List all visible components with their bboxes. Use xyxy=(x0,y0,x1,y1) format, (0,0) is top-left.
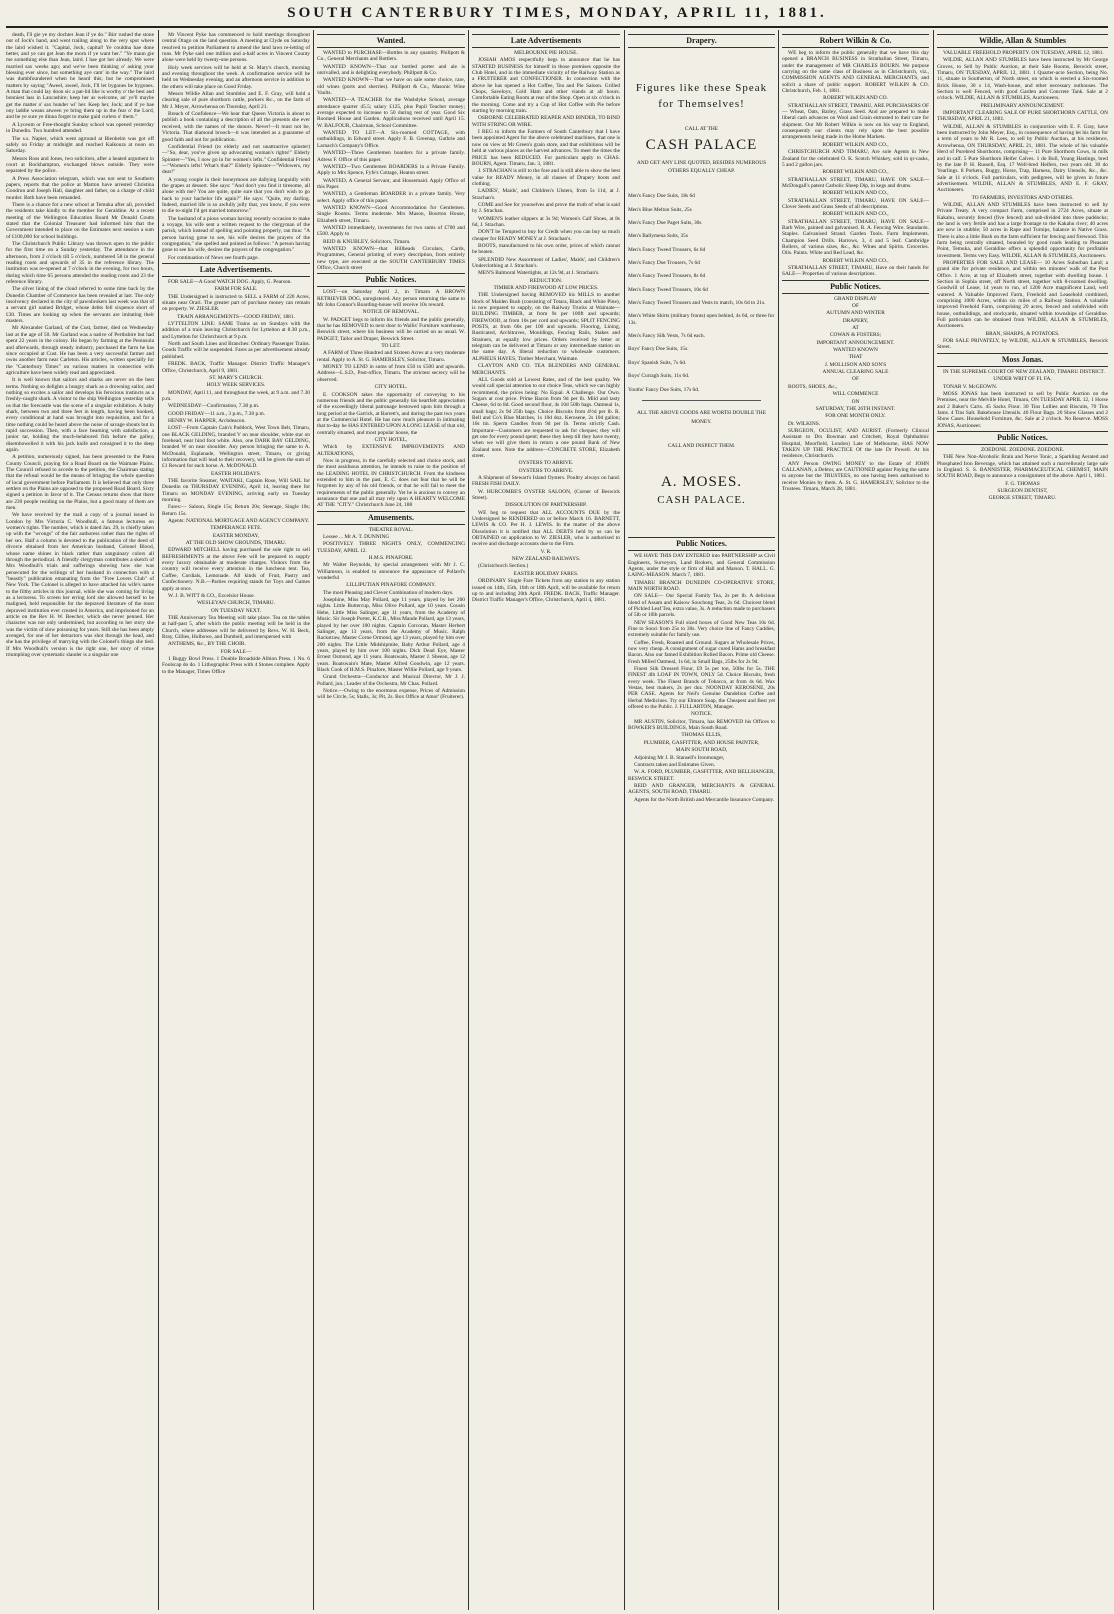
notice-title: SURGEON DENTIST, xyxy=(997,487,1048,494)
article-paragraph: COME and See for yourselves and prove the truth of what is said by J. Strachan. xyxy=(472,201,620,215)
article-paragraph: W. HURCOMBE'S OYSTER SALOON, (Corner of Beswick Street). xyxy=(472,488,620,502)
notice-title: ROBERT WILKIN AND CO., xyxy=(822,141,889,148)
article-paragraph: POSITIVELY THREE NIGHTS ONLY, COMMENCING TUESDAY, APRIL 12. xyxy=(317,541,465,554)
article-paragraph: MONEY TO LEND in sums of from £50 to £500 and upwards. Address—L.S.D., Post-office, Timaru. The strictest secrecy will be observed. xyxy=(317,364,465,383)
section-heading: Moss Jonas. xyxy=(937,353,1108,367)
article-paragraph: Holy week services will be held at St. Mary's church, morning and evening throughout the week. A confirmation service will be held on Wednesday evening, and an afternoon service in addition to the others will take place on Good Friday. xyxy=(162,64,310,90)
notice-title: UNDER WRIT OF FI. FA. xyxy=(993,376,1052,383)
article-paragraph: The s.s. Napier, which went aground at Blenheim was got off safely on Friday at midnight and reached Kaikoura at noon on Saturday. xyxy=(6,135,154,155)
notice-title: FOR ONE MONTH ONLY. xyxy=(825,413,886,420)
notice-paragraph: REID AND GRANGER, MERCHANTS & GENERAL AGENTS, SOUTH ROAD, TIMARU. xyxy=(628,782,775,796)
article-paragraph: WANTED KNOWN—That our bottled porter and ale is unrivalled, and is delighting everybody. Phillpott & Co. xyxy=(317,63,465,77)
price-item: Men's Fancy Doe Trousers, 7s 6d xyxy=(628,260,700,267)
article-paragraph: MONDAY, April 11, and throughout the week, at 9 a.m. and 7.30 p.m. xyxy=(162,389,310,402)
article-paragraph: IN THE SUPREME COURT OF NEW ZEALAND, TIMARU DISTRICT. xyxy=(943,368,1105,375)
price-item: Men's Fancy Tweed Trousers, 8s 6d xyxy=(628,273,706,280)
article-paragraph: WANTED KNOWN—That we have on sale some choice, rare, old wines (ports and sherries). Phillpott & Co., Masonic Wine Vaults. xyxy=(317,77,465,97)
notice-title: AT xyxy=(852,325,859,332)
masthead: SOUTH CANTERBURY TIMES, MONDAY, APRIL 11, 1881. xyxy=(287,5,827,21)
notice-title: TO FARMERS, INVESTORS AND OTHERS. xyxy=(971,194,1074,201)
article-paragraph: STRATHALLAN STREET, TIMARU, HAVE ON SALE— McDougall's patent Carbolic Sheep Dip, in kegs and drums. xyxy=(782,176,929,189)
article-paragraph: FREDK. BACK, Traffic Manager. District Traffic Manager's Office, Christchurch, April 9, 1881. xyxy=(162,361,310,374)
notice-title: AUTUMN AND WINTER xyxy=(826,310,885,317)
article-paragraph: THE favorite Steamer, WAITAKI, Captain Rose, Will SAIL for Dunedin on THURSDAY EVENING, April 14, leaving there for Timaru on MONDAY EVENING, arriving early on Tuesday morning. xyxy=(162,478,310,504)
get-line-quoted: AND GET ANY LINE QUOTED, BESIDES NUMEROUS OTHERS EQUALLY CHEAP. xyxy=(636,160,767,175)
notice-paragraph: Finest Silk Dressed Flour, £9 5s per ton, 50lbs for 5s. THE FINEST 4lb LOAF IN TOWN, ONLY 5d. Choice Biscuits, fresh every week. The Finest Brands of Tobacco, at from 4s 6d. Wax Vestas, best makers, 2s per doz. NOONDAY KEROSENE, 20s PER CASE. Agents for Neil's Genuine Dandelion Coffee and Herbal Medicines. Try our Elmore Soap, the Cheapest and Best yet offered to the Public. J. FULLARTON, Manager. xyxy=(628,666,775,711)
section-heading: Public Notices. xyxy=(782,280,929,294)
section-heading: Late Advertisements. xyxy=(162,263,310,277)
notice-title: OF xyxy=(852,303,859,310)
article-paragraph: Breach of Confidence—We hear that Queen Victoria is about to publish a book containing a description of all the presents she ever received, with the names of the donors. Never!—It must not be, Victoria. That diamond brooch—it was intended as a guarantee of good faith and not for publication. xyxy=(162,111,310,143)
notice-title: OYSTERS TO ARRIVE. xyxy=(518,467,574,474)
article-paragraph: Fares:— Saloon, Single 15s; Return 20s; Steerage, Single 10s; Return 15s. xyxy=(162,504,310,517)
column-divider xyxy=(158,30,159,1610)
notice-paragraph: PLUMBER, GASFITTER, AND HOUSE PAINTER, xyxy=(643,739,760,746)
price-item: Men's Blue Melton Suits, 25s xyxy=(628,206,692,213)
notice-title: DRAPERY, xyxy=(842,317,869,324)
notice-title: FOR SALE— xyxy=(220,648,252,655)
notice-title: DISSOLUTION OF PARTNERSHIP. xyxy=(505,502,587,509)
notice-title: THAT xyxy=(848,354,863,361)
price-item: Boys' Spanish Suits, 7s 6d. xyxy=(628,359,687,366)
column-robert-wilkin xyxy=(782,32,929,1608)
section-heading: Late Advertisements xyxy=(472,34,620,48)
public-notices-list xyxy=(628,553,775,803)
article-paragraph: WEDNESDAY—Confirmation, 7.30 p.m. xyxy=(168,403,260,410)
article-paragraph: WANTED, a Gentleman BOARDER in a private family. Very select. Apply office of this paper. xyxy=(317,191,465,204)
notice-title: HOLY WEEK SERVICES. xyxy=(206,382,266,389)
article-paragraph: CLAYTON AND CO. TEA BLENDERS AND GENERAL MERCHANTS. xyxy=(472,363,620,376)
notice-title: ROBERT WILKIN AND CO., xyxy=(822,211,889,218)
price-item: Youths' Fancy Doe Suits, 17s 6d. xyxy=(628,386,700,393)
notice-title: ROBERT WILKIN AND CO., xyxy=(822,257,889,264)
price-item: Men's Ballymena Suits, 35s xyxy=(628,233,688,240)
article-paragraph: Mr Alexander Garland, of the Cust, farmer, died on Wednesday last at the age of 50. Mr Garland was a native of Perthshire but had spent 22 years in the colony. Ho began by farming at the Peninsula and afterwards, through steady industry, purchased the farm he has since occupied at Cust. He has been a very successful farmer and owns another farm near Carleton. His articles, written specially for the "Canterbury Times" on various matters in connection with agriculture have been widely read and appreciated. xyxy=(6,325,154,376)
column-news-1 xyxy=(6,32,154,1608)
article-paragraph: WANTED—Two Gentlemen BOARDERS in a Private Family. Apply to Mrs Spence, Fyfe's Cottage, Heaton street. xyxy=(317,163,465,177)
notice-title: THEATRE ROYAL. xyxy=(368,526,414,533)
article-paragraph: The Christchurch Public Library was thrown open to the public for the first time on a Sunday yesterday. The attendance in the afternoon, from 2 o'clock till 5 o'clock, numbered 58 in the general reading room and upwards of 35 in the reference library. The institution was re-opened at 7 o'clock in the evening, for two hours, during which time 65 persons attended the reading room and 23 the reference library. xyxy=(6,241,154,286)
inspect-note: CALL AND INSPECT THEM. xyxy=(667,442,736,449)
article-paragraph: THE Anniversary Tea Meeting will take place. Tea on the tables at half-past 5, after which the public meeting will be held in the Church, where addresses will be delivered by Revs. W. H. Beck, Bray, Gillies, Hulbowe, and Dumbell, and interspersed with xyxy=(162,614,310,640)
article-paragraph: JOSIAH AMOS respectfully begs to announce that he has STARTED BUSINESS for himself in those premises opposite the Club Hotel, and in the immediate vicinity of the Railway Station as a FRUITERER and CONFECTIONER. In connection with the above he has opened a Hot Coffee, Tea and Pie Saloon. Grilled Chops, Saveloys, Cold Ham and other viands at all hours. Comfortable Eating Room at rear of the Shop. Open at six o'clock in the morning. Come and try a Cup of Hot Coffee with Pie before starting by morning train. xyxy=(472,57,620,115)
article-paragraph: OSBORNE CELEBRATED REAPER AND BINDER, TO BIND WITH STRING OR WIRE. xyxy=(472,115,620,128)
article-paragraph: There is a chance for a new school at Temuka after all, provided the residents take kindly to the member for Geraldine. At a recent meeting of the Wellington Education Board Mr Donald Coutts stated that the Colonial Treasurer had informed him that the Government intended to place on the Estimates next session a sum of £100,000 for school buildings. xyxy=(6,201,154,240)
article-paragraph: WILDIE, ALLAN & STUMBLES in conjunction with E. F. Gray, have been instructed by John Meyer, Esq., in consequence of having let his farm for a term of years to Mr R. Lees, to sell by Public Auction, at his residence, Arrowhenua, ON THURSDAY, APRIL 21, 1881. The whole of his valuable Herd of Purebred Shorthorns, comprising— 11 Pure Shorthorn Cows, in milk and in calf. 5 Pure Shorthorn Heifer Calves. 1 do Bull, Young Hastings, bred by the late P. H. Russell, Esq. 17 Well-bred Heifers, two years old. 30 do Yearlings. 8 Porkers, Buggy, Horse, Trap, Harness, Dairy Utensils, &c., &c. Sale at 11 o'clock. Full particulars, with pedigrees, will be given in future advertisement. WILDIE, ALLAN & STUMBLES, AND E. F. GRAY, Auctioneers. xyxy=(937,123,1108,194)
notice-title: J. MOLLISON AND SON'S xyxy=(824,361,887,368)
price-list xyxy=(628,193,775,393)
column-news-2 xyxy=(162,32,310,1608)
notice-title: TRAIN ARRANGEMENTS—GOOD FRIDAY, 1881. xyxy=(177,313,295,320)
cash-palace-title: CASH PALACE xyxy=(645,137,758,154)
article-paragraph: LYTTELTON LINE: SAME Trains as on Sundays with the addition of a train leaving Christchurch for Lyttelton at 8.30 p.m., and Lyttelton for Christchurch at 9 p.m. xyxy=(162,321,310,340)
notice-paragraph: Contracts taken and Estimates Given. xyxy=(634,761,715,768)
section-heading: Amusements. xyxy=(317,511,465,525)
notice-title: OF xyxy=(852,376,859,383)
article-paragraph: ANTHEMS, &c., BY THE CHOIR. xyxy=(168,641,246,648)
column-late-advertisements xyxy=(472,32,620,1608)
notice-paragraph: NOTICE. xyxy=(690,711,713,718)
notice-title: NEW ZEALAND RAILWAYS. xyxy=(511,556,581,563)
article-paragraph: DON'T be Tempted to buy for Credit when you can buy so much cheaper for READY MONEY at J. Strachan's. xyxy=(472,229,620,242)
article-paragraph: For continuation of News see fourth page. xyxy=(168,254,259,261)
notice-title: ROBERT WILKIN AND CO., xyxy=(822,169,889,176)
section-heading-public-notices: Public Notices. xyxy=(628,537,775,551)
article-paragraph: ALL Goods sold at Lowest Rates, and of the best quality. We would call special attention to our choice Teas, which we can highly recommend, the prices being: No Equal. A Challenge. Our Own. Sugars at cost price. Prime Bacon from 9d per lb. Mild and tasty Cheese, 6d to 8d. Good second flour, 4s 10d 50lb bags. Oatmeal 1s, small bags; 2s 9d 25lb bags. Choice Biscuits from 4½d per lb. R. Bell and Co's Blue Matches, 1s 10d doz. Kerosene, 2s 10d gallon; 10s tin. Sperm Candles from 9d per lb. Terms strictly Cash. Important—Customers are requested to ask for cheques; they will get one for every pound spent; these they keep till they have twenty, when we will give them in return a one pound Bank of New Zealand note. Note the address—CONCRETE STORE, Elizabeth street. xyxy=(472,376,620,459)
notice-title: REDUCTION. xyxy=(529,277,563,284)
column-divider xyxy=(778,30,779,1610)
article-paragraph: Mr Walter Reynolds, by special arrangement with Mr J. C. Williamson, is enabled to announce the appearance of Pollard's wonderful xyxy=(317,562,465,582)
article-paragraph: A Press Association telegram, which was not sent to Southern papers, reports that the police at Marton have arrested Christina Goodrun and Joseph Hall, daughter and father, on a charge of child murder. Both have been remanded. xyxy=(6,175,154,201)
notice-title: ON xyxy=(851,398,860,405)
column-divider xyxy=(468,30,469,1610)
notice-title: AT THE OLD SHOW GROUNDS, TIMARU. xyxy=(185,540,287,547)
article-paragraph: A young couple in their honeymoon are dallying languidly with the grapes at dessert. She says: "And don't you find it tiresome, all alone with me? You are quite, quite sure that you don't wish to go back to your bachelor life again?" He says: "Quite, my darling. Indeed, married life is so awfully jolly that, you know, if you were to die to-night I'd get married tomorrow." xyxy=(162,176,310,215)
article-paragraph: STRATHALLAN STREET, TIMARU, Have on their hands for SALE— Properties of various descriptions. xyxy=(782,265,929,278)
notice-title: EASTER HOLIDAY FARES. xyxy=(513,570,579,577)
article-paragraph: 1 Buggy Bowl Press. 1 Double Broadside Albion Press. 1 No. 6 Foolscap do do. 1 Lithographic Press with 4 Stones complete. Apply to the Manager, Times Office xyxy=(162,655,310,675)
notice-title: EASTER HOLIDAYS. xyxy=(210,470,262,477)
section-heading: Wanted. xyxy=(317,34,465,48)
article-paragraph: MEN'S Balmoral Watertights, at 12s 9d, at J. Strachan's. xyxy=(478,270,600,277)
notice-paragraph: TIMARU BRANCH DUNEDIN CO-OPERATIVE STORE, MAIN NORTH ROAD. xyxy=(628,579,775,592)
article-paragraph: LOST—on Saturday April 2, in Timaru A BROWN RETRIEVER DOG, unregistered. Any person returning the same to Mr John Connor's Boarding-house will receive 10s reward. xyxy=(317,289,465,309)
article-paragraph: A Shipment of Stewart's Island Oysters. Poultry always on hand. FRESH FISH DAILY. xyxy=(472,475,620,488)
price-item: Men's Fancy Tweed Trousers, 10s 6d xyxy=(628,286,708,293)
masthead-rule xyxy=(6,26,1108,28)
notice-paragraph: W. A. FORD, PLUMBER, GASFITTER, AND BELLHANGER, BESWICK STREET. xyxy=(628,769,775,782)
article-paragraph: EDWARD MITCHELL having purchased the sole right to sell REFRESHMENTS at the above Fete will be prepared to supply every luxury obtainable at moderate charges. Visitors from the country will receive every attention in the luncheon tent. Tea, Coffee, Cordials, Lemonade. All kinds of Fruit, Pastry and Confectionery. N.B.—Parties requiring stands for Toys and Games apply at once. xyxy=(162,547,310,592)
notice-paragraph: MAIN SOUTH ROAD, xyxy=(675,747,728,754)
price-item: Men's Fancy Tweed Trousers and Vests to match, 10s 6d to 21s. xyxy=(628,300,766,307)
column-wanted xyxy=(317,32,465,1608)
article-paragraph: STRATHALLAN STREET, TIMARU, ARE PURCHASERS OF— Wheat, Oats, Barley, Grass Seed. And are prepared to make liberal cash advances on Wool and Grain entrusted to their care for shipment. Our Mr Robert Wilkin is now on his way to England, consequently our clients may rely upon the best possible arrangements being made in the Home Markets. xyxy=(782,102,929,141)
notice-title: TEMPERANCE FETE. xyxy=(210,525,262,532)
price-item: Men's Fancy Tweed Trousers, 6s 6d xyxy=(628,246,706,253)
article-paragraph: ORDINARY Single Fare Tickets from any station to any station issued on 14th, 15th, 16th or 18th April, will be available for return up to and including 20th April. FREDK. BACK, Traffic Manager. District Traffic Manager's Office, Christchurch, April 4, 1881. xyxy=(472,578,620,604)
article-paragraph: HENRY W. HARPER, Archdeacon. xyxy=(168,417,246,424)
notice-title: SATURDAY, THE 26TH INSTANT. xyxy=(815,405,896,412)
notice-title: ON TUESDAY NEXT. xyxy=(210,607,262,614)
article-paragraph: Confidential Friend (to elderly and not unattractive spinster)—"So, dear, you've given up advocating woman's rights!" Elderly Spinster—"Yes, I now go in for women's lefts." Confidential Friend—"Women's lefts! What's that?" Elderly Spinster—"Widowers, my dear!" xyxy=(162,143,310,176)
notice-title: ST. MARY'S CHURCH. xyxy=(209,374,263,381)
article-paragraph: FOR SALE—A Good WATCH DOG. Apply, G. Pearson. xyxy=(168,279,292,286)
notice-title: ANNUAL CLEARING SALE xyxy=(822,369,889,376)
notice-title: H.M.S. PINAFORE. xyxy=(368,555,414,562)
article-paragraph: North and South Lines and Branches: Ordinary Passenger Trains. Goods Traffic will be suspended. Fares as per advertisement already published. xyxy=(162,341,310,360)
worth-double-note: ALL THE ABOVE GOODS ARE WORTH DOUBLE THE MONEY. xyxy=(637,409,766,425)
article-paragraph: BOOTS, SHOES, &c., xyxy=(788,383,838,390)
price-item: Boys' Curragh Suits, 11s 6d. xyxy=(628,373,690,380)
article-paragraph: SURGEON, OCULIST, AND AURIST. (Formerly Clinical Assistant to Drs Bowman and Critchett, Royal Ophthalmic Hospital, Moorfield, London) Late of Melbourne, HAS NOW TAKEN UP THE PRACTICE Of the late Dr Powell. At his residence, Christchurch. xyxy=(782,427,929,460)
notice-title: ROBERT WILKIN AND CO., xyxy=(822,190,889,197)
article-paragraph: WOMEN'S leather slippers at 3s 9d; Women's Calf Shoes, at 8s 6d, J. Strachan. xyxy=(472,215,620,228)
notice-title: CITY HOTEL, xyxy=(374,436,408,443)
article-paragraph: WANTED, A General Servant, and Housemaid. Apply Office of this Paper. xyxy=(317,177,465,190)
article-paragraph: Agents: NATIONAL MORTGAGE AND AGENCY COMPANY. xyxy=(168,518,310,525)
article-paragraph: WANTED—A TEACHER for the Washdyke School, average attendance quarter 45.5; salary £125, plus Pupil Teacher money; average expected to increase to 50 during rest of year. Good Six Roomed House and Garden. Applications received until April 15. W. BALFOUR, Chairman, School Committee. xyxy=(317,97,465,129)
price-item: Boys' Fancy Doe Suits, 15s. xyxy=(628,346,689,353)
article-paragraph: WILDIE, ALLAN AND STUMBLES have been instructed to sell by Private Treaty. A very compact Farm, comprised in 2724 Acres, situate at Kakahu, securely fenced (five fenced) and sub-divided into three paddocks; the land is very fertile and has a large frontage to the Kakahu river; 40 acres are now in stubble; 50 acres in Rape and Turnips, balance in Native Grass. There is also a little Bush on the farm sufficient for fencing and firewood. This farm being centrally situated, bounded by good roads leading to Pleasant Point, Temuka, and Geraldine offers a splendid opportunity for profitable investment. Terms very Easy. WILDIE, ALLAN & STUMBLES, Auctioneers. xyxy=(937,201,1108,259)
article-paragraph: WANTED immediately, investments for two sums of £700 and £500. Apply to xyxy=(317,224,465,238)
article-paragraph: GOOD FRIDAY—11 a.m., 3 p.m., 7.30 p.m. xyxy=(168,410,266,417)
article-paragraph: STRATHALLAN STREET, TIMARU, HAVE ON SALE— Barb Wire, painted and galvanised. B. A. Fencing Wire. Standards. Staples. Galvanised Strand. Garden Tools. Farm Implements. Champion Seed Drills. Harrows, 3, 4 and 5 leaf. Cambridge Rollers, of various sizes, &c., &c. Wines and Spirits. Groceries. Oils. Paints. White and Red Lead, &c. xyxy=(782,218,929,257)
section-heading: Robert Wilkin & Co. xyxy=(782,34,929,48)
article-paragraph: J. STRACHAN is still to the fore and is still able to show the best value for READY Money, in all classes of Drapery boots and clothing. xyxy=(472,168,620,187)
column-wildie-allan-stumbles xyxy=(937,32,1108,1608)
article-paragraph: PROPERTIES FOR SALE AND LEASE— 10 Acres Suburban Land; a grand site for private residence, and within ten minutes' walk of the Post Office. 1 Acre, at top of Elizabeth street, together with dwelling house. 1 Section in Sophia street, off North street, together with 8-roomed dwelling. Goodwill of Lease, 14 years to run, of 1200 Acre magnificent Land, well watered. A Valuable Improved Farm, Freehold and Leasehold combined, comprising 1000 Acres, within six miles of a Railway Station. A valuable improved Freehold Farm, comprising 20 acres, fenced and subdivided with house, outbuildings, and stockyards, situated within townships of Geraldine. Full particulars can be obtained from WILDIE, ALLAN & STUMBLES, Auctioneers. xyxy=(937,260,1108,330)
article-paragraph: THE Undersigned is instructed to SELL a FARM of 220 Acres, situate near Orari. The greater part of purchase money can remain on property. W. ZIESLER. xyxy=(162,293,310,313)
article-paragraph: E. COOKSON takes the opportunity of conveying to his numerous friends and the public generally his heartfelt appreciation of the exceedingly liberal patronage bestowed upon him through a long period at the Garrick, at Barrett's, and during the past two years at the Commercial Hotel. He has now much pleasure in intimating that to-day he HAS ENTERED UPON A LONG LEASE of that old, centrally situated, and most popular house, the xyxy=(317,391,465,436)
article-paragraph: SPLENDID New Assortment of Ladies', Maids', and Children's Underclothing at J. Strachan's. xyxy=(472,256,620,269)
notice-title: NOTICE OF REMOVAL. xyxy=(362,309,420,316)
call-at-label: CALL AT THE xyxy=(684,126,719,132)
column-divider xyxy=(933,30,934,1610)
notice-paragraph: THOMAS ELLIS, xyxy=(681,732,722,739)
notice-paragraph: MR AUSTIN, Solicitor, Timaru, has REMOVED his Offices to BOWKER'S BUILDINGS, Main South Road. xyxy=(628,718,775,732)
notice-paragraph: Coffee, Fresh, Roasted and Ground. Sugars at Wholesale Prices, now very cheap. A consignment of sugar cured Hams and breakfast Bacon. Also our famed Exhibition Rolled Bacon. Prime old Cheese. Fresh Milled Oatmeal, 1s 6d, in Small Bags, 25lbs for 2s 9d. xyxy=(628,639,775,665)
section-heading: Public Notices. xyxy=(937,431,1108,445)
notice-paragraph: WE HAVE THIS DAY ENTERED into PARTNERSHIP as Civil Engineers, Surveyors, Land Brokers, and General Commission Agents, under the style or firm of Hall and Marson. T. HALL. G. LAING-MEASON. March 7, 1881. xyxy=(628,553,775,579)
price-item: Men's Fancy Doe Suits, 18s 6d xyxy=(628,193,695,200)
notice-title: WILL COMMENCE xyxy=(832,391,879,398)
article-paragraph: WILDIE, ALLAN AND STUMBLES have been instructed by Mr George Groves, to Sell by Public Auction, at their Sale Rooms, Beswick street, Timaru, ON TUESDAY, APRIL 12, 1881. 1 Quarter-acre Section, being No. 11, situate in Southerton, of North street, on which is erected a Six-roomed Brick House, 30 x 14, Wash-house, and other necessary outhouses. The Section is well Fenced, with good Garden and Concrete Tank. Sale at 2 o'clock. WILDIE, ALLAN & STUMBLES, Auctioneers. xyxy=(937,57,1108,102)
article-paragraph: The most Pleasing and Clever Combination of modern days. xyxy=(323,589,454,596)
article-paragraph: Messrs Ross and Jones, two solicitors, after a heated argument in court at Rockhampton, exchanged blows outside. They were separated by the police. xyxy=(6,155,154,175)
article-paragraph: Lessee ... Mr A. T. DUNNING xyxy=(323,534,390,541)
article-paragraph: Mr Vincent Pyke has commenced to hold meetings throughout central Otago on the land question. A meeting at Clyde on Saturday resolved to petition Parliament to amend the land laws re-letting of runs. Mr Pyke said one million and a-half acres in Vincent County alone were held by twenty-one persons. xyxy=(162,32,310,64)
article-paragraph: A petition, numerously signed, has been presented to the Patea County Council, praying for a Road Board on the Waimate Plains. The Council refused to accede to the petition, the Chairman stating that the refusal would be the means of bringing the whole question of local government before Parliament. It is believed that only three settlers on the Plains are opposed to the proposed Road Board. Sixty signed a petition in favor of it. The Census returns show that there are 230 people residing on the Plains, but a good many of them are men. xyxy=(6,454,154,512)
article-paragraph: THE Undersigned having REMOVED his MILLS to another block of Maiden Bush (consisting of Totara, Black and White Pine), is now prepared to supply, on the Railway Trucks at Waimate—BUILDING TIMBER, at from 9s per 100ft and upwards; FIREWOOD, at from 10s per cord and upwards; SPLIT FENCING POSTS, at from 60s per 100 and upwards. Flooring, Lining, Rusticated, Architraves, Mouldings, Fencing Rails, Stakes and Strainers, at equally low prices. Orders received by letter or telegram can be delivered at Timaru or any intermediate station on the same day. A liberal reduction to wholesale customers. ALPHEUS HAYES, Timber Merchant, Waimate. xyxy=(472,292,620,362)
article-paragraph: W. J. B. WITT & CO., Excelsior House. xyxy=(168,592,255,599)
article-paragraph: WANTED to PURCHASE—Bottles in any quantity. Phillpott & Co., General Merchants and Bottlers. xyxy=(317,50,465,63)
section-heading: Public Notices. xyxy=(317,273,465,287)
section-heading: Wildie, Allan & Stumbles xyxy=(937,34,1108,48)
article-paragraph: death, I'll gie ye my dochter Jean if ye do." Birr rushed the stone out of Jock's hand, and went trailing along to the very spot where the laird wished it. "Capital, Jock, capital! Ye couldna hae done better, and ye can get Jean the morn if ye want her." "Ye maun gie me something else than Jean, laird. I hae got her already. We were married sax weeks ago; and we've been thinking o' asking your blessing ever since, but something aye cam' in the way." The laird was dumbfoundered when he heard this; but he compromised matters by saying "Aweel, aweel, Jock, I'll let bygones be bygones. A man that could lay doon sic a pat-lid like is worthy o' the best and bonniest lass in Lancashire; keep her as welcome, an' ye'll maybe get the matter o' sax hunder wi' her. Keep her, Jock; and if ye hae ony laddie weans atween ye bring them up in the fear o' the Lord, and be ye sure ye dinna forget to make guid curlers o' them." xyxy=(6,32,154,121)
notice-title: FARM FOR SALE. xyxy=(214,286,258,293)
notice-title: GRAND DISPLAY xyxy=(834,295,877,302)
moses-name: A. MOSES. xyxy=(660,474,743,491)
article-paragraph: REID & KNUBLEY, Solicitors, Timaru. xyxy=(323,238,411,245)
column-divider xyxy=(313,30,314,1610)
article-paragraph: TONAR V. McGEOWN. xyxy=(943,383,998,390)
article-paragraph: I BEG to inform the Farmers of South Canterbury that I have been appointed Agent for the above celebrated machines, that one is now on view at Mr Green's grain store, and that exhibitions will be held at various places as the harvest advances. To meet the times the PRICE has been REDUCED. For particulars apply to CHAS. BOURN, Agent. Timaru, Jan. 3, 1881. xyxy=(472,129,620,167)
column-divider xyxy=(624,30,625,1610)
article-paragraph: CHRISTCHURCH AND TIMARU, Are sole Agents in New Zealand for the celebrated O. K. Scotch Whiskey, sold in qr-casks, 5 and 2 gallon jars. xyxy=(782,149,929,168)
article-paragraph: A FARM of Three Hundred and Sixteen Acres at a very moderate rental. Apply to A. St. G. HAMERSLEY, Solicitor, Timaru. xyxy=(317,350,465,363)
article-paragraph: Grand Orchestra—Conductor and Musical Director, Mr J. J. Pollard, jun.; Leader of the Orchestra, Mr Chas. Pollard. xyxy=(317,674,465,687)
article-paragraph: WE beg to inform the public generally that we have this day opened a BRANCH BUSINESS in Strathallan Street, Timaru, under the management of MR CHARLES BOURN. We purpose carrying on the same class of Business as in Christchurch, viz., COMMISSION AGENTS AND GENERAL MERCHANTS, and solicit a share of public support. ROBERT WILKIN & CO. Christchurch, Feb. 1, 1881. xyxy=(782,50,929,95)
article-paragraph: W. PADGET begs to inform his friends and the public generally, that he has REMOVED to next door to Wallis' Furniture warehouse, Beswick street, where his business will be carried on as usual. W. PADGET, Tailor and Draper, Beswick Street. xyxy=(317,316,465,342)
article-paragraph: We have received by the mail a copy of a journal issued in London by Mrs Victoria C. Woodhull, a famous lecturess on women's rights. The number, which is dated Jan. 29, is chiefly taken up with the "wrongs" of the fair authoress rather than the rights of her sex. Half a column is devoted to the publication of the deed of divorce obtained from her American husband, Colonel Blood, whose name shines in black rather than sanguinary colors all through the periodical. A friendly clergyman contributes a sketch of Mrs Woodhull's trials and sufferings showing how she was persecuted for the writings of her husband in connection with a "beastly" publication emanating from the "Free Lovers Club" of New York. The Colonel is alleged to have attached his wife's name to the filthy articles in this journal, while she was coming for living as a lecturess. To screen her erring lord she allowed herself to be maligned, held responsible for the depraved literature of the most depraved institution ever created in America, and imprisoned for an article on the Rev H. W. Beecher, which she never penned. Her character was not only undermined, but according to her story she was the victim of slow poisoning for years. Still she has been amply avenged, for one of her detractors was shot through the head, and she has the privilege of marrying with the Colonel's things she tied. If Mrs Woodhull's version is the right one, her story of virtue triumphing over systematic slander is a singular one xyxy=(6,512,154,658)
article-paragraph: Josephine, Miss May Pollard, age 11 years, played by her 200 nights. Little Buttercup, Miss Olive Pollard, age 10 years. Cousin Hebe, Little Miss Salinger, age 11 years, from the Academy of Music. Sir Joseph Porter, K.C.B., Miss Maude Pollard, age 13 years, played by her over 100 nights. Captain Corcoran, Master Herbert Salinger, age 13 years, from the Academy of Music. Ralph Rackstraw, Master Corne Ormond, age 13 years, played by him over 200 nights. The Little Midshipmite, Baby Arthur Pollard, age 4 years, played by him over 100 nights. Dick Dead Eye, Master Ernest Osmond, age 11 years. Boatswain, Master J. Sheean, age 12 years. Boatswain's Mate, Master Alfred Goodwin, age 12 years. Black Cook of H.M.S. Pinafore, Master Willie Pollard, age 9 years. xyxy=(317,597,465,673)
article-paragraph: Notice.—Owing to the enormous expense, Prices of Admission will be Circle, 5s; Stalls, 3s; Pit, 2s. Box Office at Amor' (Fruiterer). xyxy=(317,687,465,701)
article-paragraph: ANY Person OWING MONEY to the Estate of JOHN CALLANAN, a Debtor, are CAUTIONED against Paying the same to anyone but the TRUSTEES, no one having been authorised to receive Monies by them. A. St. G. HAMERSLEY, Solicitor to the Trustees. Timaru, March 28, 1881. xyxy=(782,460,929,492)
article-paragraph: WANTED TO LET—A Six-roomed COTTAGE, with outbuildings, in Edward street. Apply F. B. Greenup, Guthrie and Larnach's Company's Office. xyxy=(317,130,465,149)
notice-title: IMPORTANT ANNOUNCEMENT. xyxy=(816,339,895,346)
notice-title: F. G. THOMAS xyxy=(1005,480,1040,487)
notice-title: LILLIPUTIAN PINAFORE COMPANY. xyxy=(346,582,436,589)
notice-title: ZOEDONE. ZOEDONE. ZOEDONE. xyxy=(980,446,1065,453)
notice-title: WANTED KNOWN xyxy=(833,347,878,354)
notice-paragraph: ON SALE— Our Special Family Tea, 2s per lb. A delicious blend of Assam and Kaisow Souchong Teas, 2s 6d. Choicest blend of Pickled Leaf Tea, extra value, 3s. A reduction made to purchasers of 5lb or 10lb parcels. xyxy=(628,593,775,619)
section-heading-drapery: Drapery. xyxy=(628,34,775,48)
article-paragraph: MOSS JONAS has been instructed to sell by Public Auction on the Premises, near the Melville Hotel, Timaru, ON TUESDAY APRIL 12, 1 Horse and 2 Baker's Carts. 45 Sacks Flour. 30 Tins Lollies and Biscuits, 70 Tins Jams. 4 Tins Salt. Bakehouse Utensils. 40 Flour Bags. 20 Show Glasses and 2 Show Cases. Household Furniture, &c. Sale at 2 o'clock. No Reserve. MOSS JONAS, Auctioneer. xyxy=(937,390,1108,429)
article-paragraph: VALUABLE FREEHOLD PROPERTY. ON TUESDAY, APRIL 12, 1881. xyxy=(943,50,1104,56)
article-paragraph: It is well known that sailors and sharks are never on the best terms. Nothing so delights a hungry shark as a drowning sailor, and nothing so excites a sailor and develops his ferocious instincts as a freshly-caught shark. A visitor to the ship Wellington yesterday tells us that the forecastle was the scene of a singular exhibition. A baby shark, between two and three feet in length, having been hooked, every conditional at hand was brought into requisition, and for a time nothing could be heard above the noise of savage shouts but in rapid succession. Then, with a face beaming with satisfaction, a junior tar, holding the much-belabored fish before the galley, disembowelled it with his jack knife and consigned it to the deep again. xyxy=(6,377,154,453)
price-item: Men's Fancy Silk Vests, 7s 6d each. xyxy=(628,333,705,340)
article-paragraph: FOR SALE PRIVATELY, by WILDIE, ALLAN & STUMBLES, Beswick Street. xyxy=(937,338,1108,351)
notice-title: EASTER MONDAY, xyxy=(212,532,260,539)
column-drapery xyxy=(628,32,775,1608)
notice-title: WESLEYAN CHURCH, TIMARU. xyxy=(196,600,276,607)
article-paragraph: Dr. WILKINS. xyxy=(788,420,821,427)
article-paragraph: A Lyceum or Free-thought Sunday school was opened yesterday in Dunedin. Two hundred attended. xyxy=(6,121,154,135)
notice-paragraph: NEW SEASON'S Full sized boxes of Good New Teas 10s 6d. Fine to Souci from 25s to 30s. Very choice line of Fancy Caddies, extremely suitable for family use. xyxy=(628,619,775,639)
article-paragraph: (Christchurch Section.) xyxy=(478,563,529,570)
article-paragraph: IMPORTANT CLEARING SALE OF PURE SHORTHORN CATTLE, ON THURSDAY, APRIL 21, 1881. xyxy=(937,110,1108,123)
notice-title: PRELIMINARY ANNOUNCEMENT. xyxy=(980,102,1065,109)
notice-title: MELBOURNE PIE HOUSE. xyxy=(514,50,578,56)
article-paragraph: BOOTS, manufactured to his own order, prices of which cannot be beaten. xyxy=(472,242,620,256)
notice-title: OYSTERS TO ARRIVE. xyxy=(518,460,574,467)
notice-title: V. R. xyxy=(540,548,552,555)
notice-title: COWAN & FOSTERS; xyxy=(829,332,882,339)
price-item: Men's Fancy Doe Paget Suits, 30s xyxy=(628,220,702,227)
article-paragraph: The husband of a pious woman having recently occasion to make a voyage, his wife sent a written request to the clergyman of the parish, which instead of spelling and pointing properly, ran thus: "A person having gone to see, his wife desires the prayers of the congregation," she spelled and pointed as follows: "A person having gone to see his wife, desires the prayers of the congregation." xyxy=(162,215,310,254)
notice-paragraph: Adjoining Mr J. B. Stansell's Ironmonger, xyxy=(634,754,725,761)
notice-title: CITY HOTEL. xyxy=(374,384,408,391)
article-paragraph: LADIES', Maids', and Children's Ulsters, from 5s 11d, at J. Strachan's. xyxy=(472,188,620,201)
article-paragraph: Now in progress, in the carefully selected and choice stock, and the most assiduous attention, he intends to raise to the position of the LEADING HOTEL IN CHRISTCHURCH. From the kindness extended to him in the past, E. C. does not fear that he will be forgotten by any of his old friends, or that he will fail to meet the requirements of the public generally. Yet he is anxious to convey an assurance that one and all may rely upon A HEARTY WELCOME AT THE "CITY." Christchurch June 24, 188 xyxy=(317,457,465,509)
figures-headline: Figures like these Speak for Themselves! xyxy=(635,82,768,110)
article-paragraph: STRATHALLAN STREET, TIMARU, HAVE ON SALE— Clover Seeds and Grass Seeds of all descriptions. xyxy=(782,197,929,210)
notice-title: BRAN, SHARPS, & POTATOES. xyxy=(985,330,1060,337)
notice-title: TIMBER AND FIREWOOD AT LOW PRICES. xyxy=(493,285,599,292)
notice-title: GEORGE STREET, TIMARU. xyxy=(988,495,1057,502)
article-paragraph: WANTED—Three Gentlemen boarders for a private family. Adress F. Office of this paper. xyxy=(317,150,465,163)
price-item: Men's White Shirts (military fronts) open behind, 4s 6d, or three for 13s. xyxy=(628,313,775,326)
notice-paragraph: Agents for the North British and Mercantile Insurance Company. xyxy=(634,796,775,803)
article-paragraph: Which by EXTENSIVE IMPROVEMENTS AND ALTERATIONS, xyxy=(317,444,465,457)
cash-palace-footer: CASH PALACE. xyxy=(657,494,746,507)
notice-title: TO LET. xyxy=(381,343,401,350)
article-paragraph: Messrs Wildie Allan and Stumbles and E. F. Gray, will hold a clearing sale of pure shorthorn cattle, porkers &c., on the farm of Mr J. Meyer, Arrowhenua on Thursday, April 21. xyxy=(162,91,310,110)
article-paragraph: WANTED KNOWN—Good Accommodation for Gentlemen. Single Rooms. Terms moderate. Mrs Mason, Bourton House, Elizabeth street, Timaru. xyxy=(317,204,465,224)
article-paragraph: The silver lining of the cloud referred to some time back by the Dunedin Chamber of Commerce has been revealed at last. The only insolvency declared in the city of pawnbrokers last week was that of a servant girl named Bridget, whose debts fell sixpence short of £30. Times are looking up when the servants are imitating their masters. xyxy=(6,286,154,325)
article-paragraph: WANTED KNOWN—that Billheads Circulars, Cards, Programmes, General printing of every description, from entirely new type, are executed at the SOUTH CANTERBURY TIMES Office, Church street xyxy=(317,245,465,271)
article-paragraph: WE beg to request that ALL ACCOUNTS DUE by the Undersigned be RENDERED on or before March 16. BARNETT, LEWIS & CO. Per H. J. LEWIS. In the matter of the above Dissolution it is notified that ALL DEBTS held by us can be OBTAINED on application to W. ZIESLER, who is authorised to receive and discharge accounts due to the Firm. xyxy=(472,509,620,548)
article-paragraph: THE New Non-Alcoholic Brain and Nerve Tonic, a Sparkling Aerated and Phosphated Iron Beverage, which has attained such a marvellously large sale in England. S. S. BANNISTER, PHARMACEUTICAL CHEMIST, MAIN SOUTH ROAD, Begs to announce a consignment of the above. April 1, 1881. xyxy=(937,454,1108,480)
article-paragraph: LOST—From Captain Cain's Paddock, West Town Belt, Timaru, one BLACK GELDING, branded V on near shoulder, white star on forehead, near hind foot white. Also, one DARK BAY GELDING, branded W on near shoulder. Any person bringing the same to A. McDonald, Esplanade, Wellington street, Timaru, or giving information that will lead to their recovery, will be given the sum of £1 Reward for each horse. A. McDONALD. xyxy=(162,425,310,470)
notice-title: ROBERT WILKIN AND CO. xyxy=(823,95,888,102)
